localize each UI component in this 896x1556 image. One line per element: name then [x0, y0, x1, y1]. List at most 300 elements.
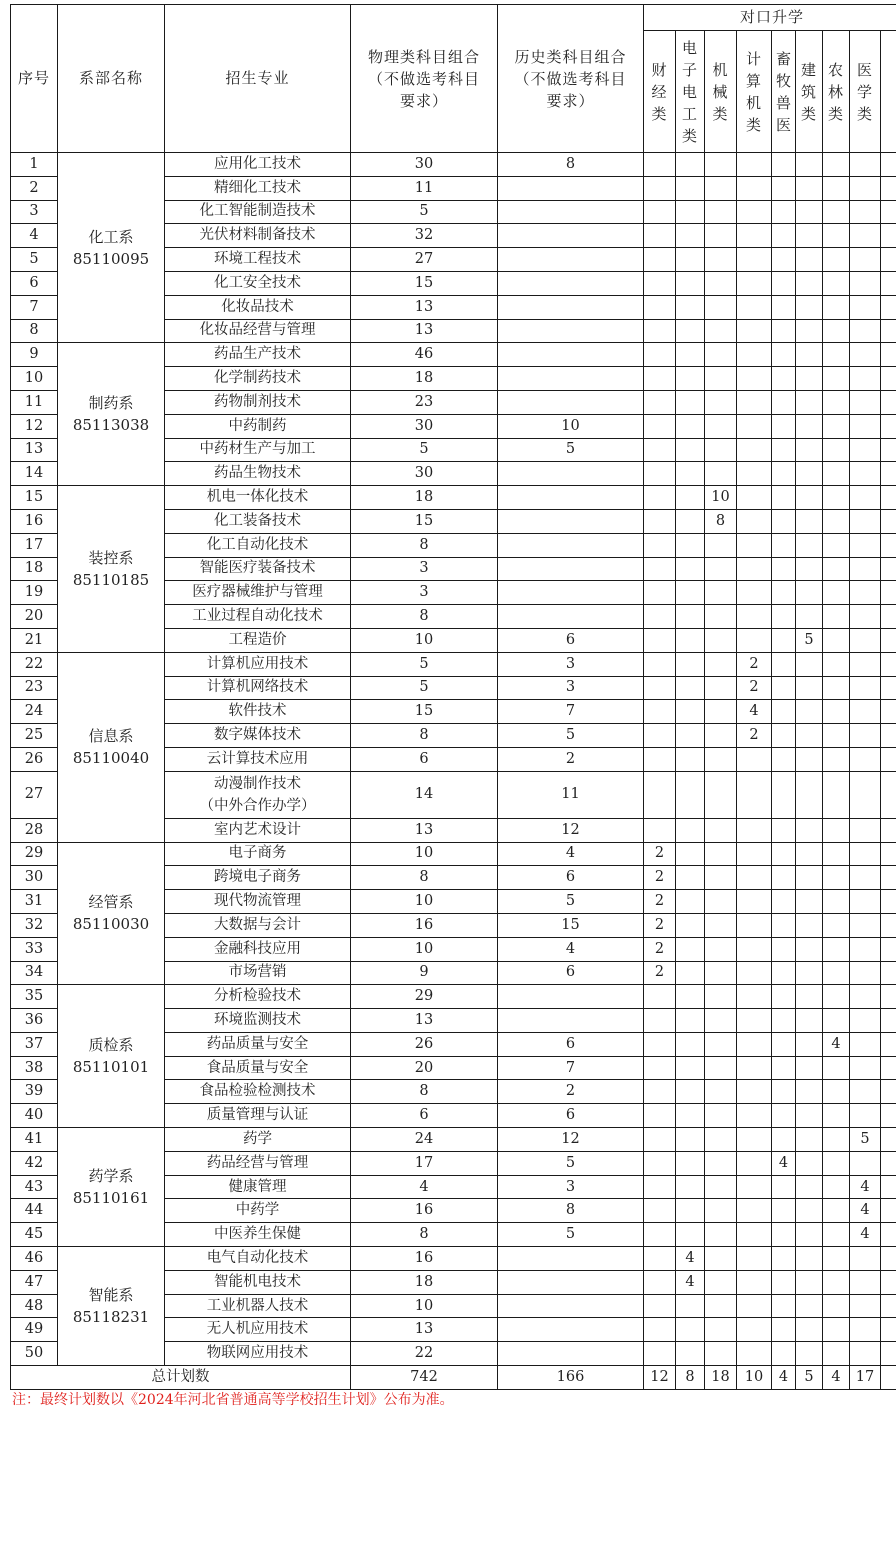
row-duikou-value — [737, 1032, 772, 1056]
row-seq: 21 — [11, 628, 58, 652]
row-duikou-value — [772, 1032, 796, 1056]
row-duikou-value — [850, 248, 881, 272]
row-empty-cell — [881, 890, 896, 914]
row-seq: 18 — [11, 557, 58, 581]
row-duikou-value — [737, 271, 772, 295]
row-duikou-value — [823, 913, 850, 937]
row-physics: 30 — [351, 414, 498, 438]
row-duikou-value — [737, 937, 772, 961]
row-major: 应用化工技术 — [165, 153, 351, 177]
row-major: 环境工程技术 — [165, 248, 351, 272]
row-duikou-value — [676, 533, 705, 557]
row-duikou-value — [705, 248, 737, 272]
row-duikou-value — [705, 1175, 737, 1199]
header-duikou: 对口升学 — [644, 5, 896, 31]
row-seq: 49 — [11, 1318, 58, 1342]
row-duikou-value — [796, 1032, 823, 1056]
row-duikou-value — [796, 1318, 823, 1342]
row-duikou-value — [850, 1056, 881, 1080]
row-duikou-value — [705, 176, 737, 200]
row-history: 7 — [498, 700, 644, 724]
row-history — [498, 509, 644, 533]
row-duikou-value — [823, 1342, 850, 1366]
row-physics: 13 — [351, 295, 498, 319]
row-duikou-value — [772, 509, 796, 533]
row-major: 中医养生保健 — [165, 1223, 351, 1247]
row-duikou-value — [796, 248, 823, 272]
row-duikou-value — [644, 438, 676, 462]
row-major: 现代物流管理 — [165, 890, 351, 914]
row-duikou-value — [850, 224, 881, 248]
row-duikou-value — [737, 153, 772, 177]
row-empty-cell — [881, 1128, 896, 1152]
row-duikou-value — [644, 343, 676, 367]
row-history — [498, 985, 644, 1009]
row-duikou-value — [823, 462, 850, 486]
row-seq: 25 — [11, 724, 58, 748]
row-duikou-value — [850, 1342, 881, 1366]
row-duikou-value — [823, 724, 850, 748]
row-major: 健康管理 — [165, 1175, 351, 1199]
row-duikou-value — [737, 961, 772, 985]
header-physics: 物理类科目组合 （不做选考科目 要求） — [351, 5, 498, 153]
row-duikou-value — [796, 985, 823, 1009]
row-duikou-value — [705, 605, 737, 629]
header-duikou-col: 医学类 — [850, 31, 881, 153]
row-seq: 9 — [11, 343, 58, 367]
row-duikou-value — [705, 462, 737, 486]
row-history — [498, 581, 644, 605]
row-history — [498, 533, 644, 557]
row-physics: 13 — [351, 818, 498, 842]
row-duikou-value — [676, 747, 705, 771]
row-seq: 5 — [11, 248, 58, 272]
row-empty-cell — [881, 1056, 896, 1080]
row-duikou-value — [705, 700, 737, 724]
row-physics: 8 — [351, 1080, 498, 1104]
row-physics: 46 — [351, 343, 498, 367]
row-empty-cell — [881, 509, 896, 533]
row-duikou-value — [705, 319, 737, 343]
row-duikou-value — [676, 224, 705, 248]
row-duikou-value — [644, 1342, 676, 1366]
row-duikou-value — [644, 605, 676, 629]
row-duikou-value — [796, 1223, 823, 1247]
row-major: 化学制药技术 — [165, 367, 351, 391]
row-duikou-value — [850, 271, 881, 295]
row-duikou-value — [676, 700, 705, 724]
row-empty-cell — [881, 200, 896, 224]
row-physics: 5 — [351, 676, 498, 700]
row-duikou-value — [772, 676, 796, 700]
row-seq: 26 — [11, 747, 58, 771]
row-duikou-value — [737, 890, 772, 914]
row-duikou-value — [823, 1247, 850, 1271]
row-duikou-value — [737, 1223, 772, 1247]
row-duikou-value — [644, 652, 676, 676]
row-duikou-value — [644, 1056, 676, 1080]
row-duikou-value — [823, 1199, 850, 1223]
row-duikou-value — [772, 890, 796, 914]
row-duikou-value — [644, 1128, 676, 1152]
row-duikou-value — [737, 462, 772, 486]
row-history: 15 — [498, 913, 644, 937]
row-history: 6 — [498, 866, 644, 890]
header-duikou-col: 计算机类 — [737, 31, 772, 153]
row-history — [498, 319, 644, 343]
row-duikou-value — [737, 438, 772, 462]
row-duikou-value — [850, 533, 881, 557]
row-duikou-value — [823, 390, 850, 414]
row-history — [498, 367, 644, 391]
row-duikou-value — [796, 676, 823, 700]
row-duikou-value — [737, 248, 772, 272]
row-duikou-value — [705, 842, 737, 866]
row-duikou-value: 2 — [644, 842, 676, 866]
row-major: 化工安全技术 — [165, 271, 351, 295]
row-duikou-value — [737, 1128, 772, 1152]
row-duikou-value — [737, 1009, 772, 1033]
row-seq: 34 — [11, 961, 58, 985]
row-duikou-value — [772, 1080, 796, 1104]
row-duikou-value — [823, 295, 850, 319]
row-seq: 8 — [11, 319, 58, 343]
row-duikou-value — [796, 961, 823, 985]
row-duikou-value — [705, 1128, 737, 1152]
row-duikou-value — [850, 1080, 881, 1104]
row-duikou-value — [644, 1009, 676, 1033]
row-duikou-value — [705, 1342, 737, 1366]
row-duikou-value: 4 — [823, 1032, 850, 1056]
row-duikou-value — [705, 818, 737, 842]
row-duikou-value — [737, 533, 772, 557]
row-duikou-value — [823, 818, 850, 842]
row-physics: 18 — [351, 1270, 498, 1294]
row-duikou-value — [705, 961, 737, 985]
row-duikou-value — [850, 700, 881, 724]
row-seq: 35 — [11, 985, 58, 1009]
row-duikou-value — [644, 581, 676, 605]
dept-name: 智能系 85118231 — [58, 1247, 165, 1366]
row-duikou-value — [850, 367, 881, 391]
row-seq: 37 — [11, 1032, 58, 1056]
row-duikou-value — [796, 1199, 823, 1223]
row-duikou-value — [676, 771, 705, 818]
row-duikou-value — [850, 724, 881, 748]
row-duikou-value — [644, 319, 676, 343]
row-duikou-value — [705, 1294, 737, 1318]
table-row — [11, 652, 896, 676]
row-physics: 26 — [351, 1032, 498, 1056]
row-seq: 15 — [11, 486, 58, 510]
row-duikou-value — [705, 1318, 737, 1342]
row-duikou-value — [796, 200, 823, 224]
row-duikou-value — [850, 1151, 881, 1175]
dept-name: 质检系 85110101 — [58, 985, 165, 1128]
row-duikou-value — [850, 438, 881, 462]
row-empty-cell — [881, 1104, 896, 1128]
row-duikou-value — [796, 724, 823, 748]
row-seq: 31 — [11, 890, 58, 914]
row-empty-cell — [881, 438, 896, 462]
row-duikou-value — [772, 248, 796, 272]
row-duikou-value — [796, 1342, 823, 1366]
row-history: 5 — [498, 724, 644, 748]
row-physics: 17 — [351, 1151, 498, 1175]
row-duikou-value — [705, 628, 737, 652]
row-empty-cell — [881, 1247, 896, 1271]
row-history: 5 — [498, 438, 644, 462]
row-major: 医疗器械维护与管理 — [165, 581, 351, 605]
row-duikou-value — [737, 581, 772, 605]
row-history: 3 — [498, 652, 644, 676]
row-physics: 8 — [351, 533, 498, 557]
row-major: 化妆品技术 — [165, 295, 351, 319]
row-duikou-value — [796, 1294, 823, 1318]
row-physics: 10 — [351, 1294, 498, 1318]
row-major: 药品经营与管理 — [165, 1151, 351, 1175]
row-seq: 28 — [11, 818, 58, 842]
row-empty-cell — [881, 1175, 896, 1199]
row-duikou-value — [737, 343, 772, 367]
row-physics: 4 — [351, 1175, 498, 1199]
row-seq: 7 — [11, 295, 58, 319]
row-duikou-value: 10 — [705, 486, 737, 510]
row-duikou-value — [823, 438, 850, 462]
row-duikou-value — [796, 295, 823, 319]
table-row — [11, 842, 896, 866]
row-physics: 13 — [351, 1009, 498, 1033]
row-duikou-value — [772, 652, 796, 676]
row-empty-cell — [881, 1223, 896, 1247]
row-history: 5 — [498, 1223, 644, 1247]
row-duikou-value — [705, 890, 737, 914]
row-empty-cell — [881, 176, 896, 200]
row-duikou-value — [796, 438, 823, 462]
row-duikou-value — [796, 747, 823, 771]
row-major: 电子商务 — [165, 842, 351, 866]
row-duikou-value — [796, 271, 823, 295]
row-seq: 17 — [11, 533, 58, 557]
dept-name: 制药系 85113038 — [58, 343, 165, 486]
row-duikou-value — [676, 200, 705, 224]
row-duikou-value — [644, 153, 676, 177]
row-duikou-value — [772, 224, 796, 248]
row-seq: 40 — [11, 1104, 58, 1128]
row-duikou-value — [676, 676, 705, 700]
row-duikou-value — [676, 866, 705, 890]
row-duikou-value — [823, 890, 850, 914]
row-duikou-value — [823, 1294, 850, 1318]
row-duikou-value: 2 — [644, 890, 676, 914]
row-duikou-value: 8 — [705, 509, 737, 533]
row-physics: 5 — [351, 438, 498, 462]
row-physics: 24 — [351, 1128, 498, 1152]
row-major: 食品质量与安全 — [165, 1056, 351, 1080]
row-duikou-value — [850, 842, 881, 866]
row-duikou-value — [676, 890, 705, 914]
row-duikou-value — [644, 1175, 676, 1199]
row-history — [498, 224, 644, 248]
row-duikou-value — [676, 462, 705, 486]
row-duikou-value — [737, 1342, 772, 1366]
row-duikou-value — [772, 557, 796, 581]
row-duikou-value — [850, 1009, 881, 1033]
row-seq: 6 — [11, 271, 58, 295]
row-duikou-value — [676, 176, 705, 200]
row-duikou-value — [850, 866, 881, 890]
row-seq: 48 — [11, 1294, 58, 1318]
row-seq: 38 — [11, 1056, 58, 1080]
row-duikou-value — [705, 747, 737, 771]
row-history: 10 — [498, 414, 644, 438]
total-duikou-value: 10 — [737, 1366, 772, 1390]
row-history — [498, 271, 644, 295]
row-seq: 33 — [11, 937, 58, 961]
row-duikou-value — [772, 771, 796, 818]
row-duikou-value — [644, 390, 676, 414]
row-duikou-value — [737, 747, 772, 771]
row-duikou-value — [644, 1199, 676, 1223]
row-duikou-value — [676, 509, 705, 533]
row-duikou-value — [850, 985, 881, 1009]
total-duikou-value: 18 — [705, 1366, 737, 1390]
row-duikou-value — [772, 271, 796, 295]
row-duikou-value — [644, 628, 676, 652]
row-duikou-value — [850, 176, 881, 200]
header-major: 招生专业 — [165, 5, 351, 153]
total-duikou-value: 5 — [796, 1366, 823, 1390]
row-duikou-value — [772, 1223, 796, 1247]
row-seq: 42 — [11, 1151, 58, 1175]
row-duikou-value — [796, 462, 823, 486]
total-label: 总计划数 — [11, 1366, 351, 1390]
row-major: 工业机器人技术 — [165, 1294, 351, 1318]
row-duikou-value — [796, 771, 823, 818]
row-physics: 23 — [351, 390, 498, 414]
row-empty-cell — [881, 153, 896, 177]
row-duikou-value — [705, 913, 737, 937]
row-duikou-value — [737, 913, 772, 937]
row-duikou-value — [705, 1223, 737, 1247]
row-duikou-value — [737, 1175, 772, 1199]
row-duikou-value — [737, 367, 772, 391]
row-duikou-value — [772, 414, 796, 438]
row-duikou-value — [796, 1247, 823, 1271]
row-duikou-value — [644, 1032, 676, 1056]
row-duikou-value — [644, 747, 676, 771]
row-duikou-value — [676, 1342, 705, 1366]
row-duikou-value — [737, 176, 772, 200]
row-duikou-value — [823, 1175, 850, 1199]
total-physics: 742 — [351, 1366, 498, 1390]
row-duikou-value — [737, 319, 772, 343]
row-duikou-value — [676, 1056, 705, 1080]
row-history: 6 — [498, 961, 644, 985]
total-history: 166 — [498, 1366, 644, 1390]
row-duikou-value — [772, 390, 796, 414]
header-empty-col — [881, 31, 896, 153]
row-empty-cell — [881, 343, 896, 367]
row-duikou-value — [823, 605, 850, 629]
row-duikou-value — [850, 890, 881, 914]
row-duikou-value — [796, 486, 823, 510]
row-duikou-value — [796, 1080, 823, 1104]
row-duikou-value — [644, 1151, 676, 1175]
row-duikou-value — [823, 414, 850, 438]
row-duikou-value — [850, 153, 881, 177]
row-duikou-value — [823, 676, 850, 700]
row-duikou-value — [796, 509, 823, 533]
row-duikou-value — [676, 1151, 705, 1175]
row-seq: 19 — [11, 581, 58, 605]
row-duikou-value — [644, 509, 676, 533]
row-duikou-value — [737, 985, 772, 1009]
row-duikou-value — [772, 913, 796, 937]
row-major: 市场营销 — [165, 961, 351, 985]
row-duikou-value — [823, 271, 850, 295]
header-history: 历史类科目组合 （不做选考科目 要求） — [498, 5, 644, 153]
row-major: 化工装备技术 — [165, 509, 351, 533]
row-duikou-value — [705, 200, 737, 224]
row-duikou-value — [676, 652, 705, 676]
row-seq: 45 — [11, 1223, 58, 1247]
row-history: 8 — [498, 153, 644, 177]
row-physics: 13 — [351, 1318, 498, 1342]
row-major: 药物制剂技术 — [165, 390, 351, 414]
row-duikou-value — [772, 700, 796, 724]
row-duikou-value — [676, 1009, 705, 1033]
row-duikou-value — [644, 771, 676, 818]
row-empty-cell — [881, 557, 896, 581]
row-history: 5 — [498, 1151, 644, 1175]
row-physics: 10 — [351, 628, 498, 652]
row-duikou-value — [796, 153, 823, 177]
row-duikou-value — [823, 652, 850, 676]
row-duikou-value: 2 — [737, 724, 772, 748]
row-duikou-value — [644, 414, 676, 438]
row-duikou-value: 2 — [644, 937, 676, 961]
row-duikou-value — [705, 1151, 737, 1175]
row-duikou-value — [772, 724, 796, 748]
row-duikou-value — [676, 1104, 705, 1128]
row-duikou-value — [772, 628, 796, 652]
row-duikou-value — [644, 1223, 676, 1247]
row-physics: 15 — [351, 700, 498, 724]
row-physics: 16 — [351, 913, 498, 937]
row-duikou-value — [823, 1318, 850, 1342]
row-duikou-value — [796, 1104, 823, 1128]
row-duikou-value — [796, 414, 823, 438]
row-empty-cell — [881, 676, 896, 700]
row-duikou-value — [850, 771, 881, 818]
row-duikou-value — [772, 1104, 796, 1128]
header-duikou-col: 建筑类 — [796, 31, 823, 153]
row-duikou-value — [796, 343, 823, 367]
row-duikou-value — [796, 700, 823, 724]
row-duikou-value — [772, 200, 796, 224]
row-duikou-value — [676, 271, 705, 295]
row-duikou-value — [705, 866, 737, 890]
row-duikou-value — [705, 1056, 737, 1080]
row-major: 质量管理与认证 — [165, 1104, 351, 1128]
row-duikou-value — [850, 937, 881, 961]
row-seq: 23 — [11, 676, 58, 700]
row-physics: 16 — [351, 1199, 498, 1223]
row-physics: 22 — [351, 1342, 498, 1366]
row-history — [498, 176, 644, 200]
row-duikou-value — [737, 818, 772, 842]
